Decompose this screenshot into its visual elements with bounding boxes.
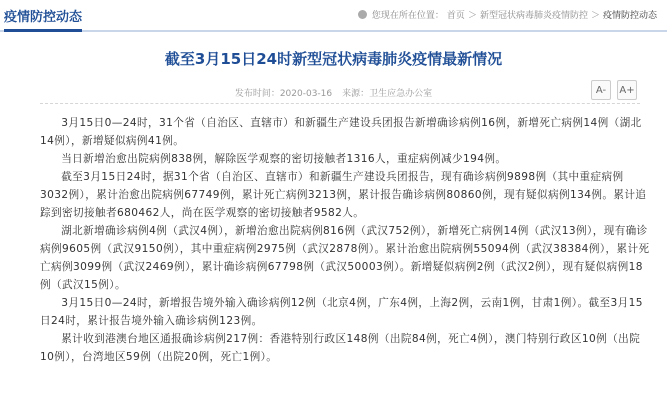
breadcrumb-separator: ＞ xyxy=(467,11,477,21)
divider xyxy=(40,103,640,104)
source-label: 来源： xyxy=(342,89,370,99)
paragraph: 累计收到港澳台地区通报确诊病例217例：香港特别行政区148例（出院84例，死亡4例），澳门特别行政区10例（出院10例），台湾地区59例（出院20例，死亡1例）。 xyxy=(40,333,641,363)
breadcrumb-separator: ＞ xyxy=(590,11,600,21)
publish-date-label: 发布时间： xyxy=(234,89,280,99)
breadcrumb-prefix: 您现在所在位置： xyxy=(371,11,444,21)
breadcrumb-home-link[interactable]: 首页 xyxy=(446,11,465,21)
font-increase-button[interactable]: A+ xyxy=(617,80,637,100)
article-title: 截至3月15日24时新型冠状病毒肺炎疫情最新情况 xyxy=(164,50,503,68)
paragraph: 3月15日0—24时，31个省（自治区、直辖市）和新疆生产建设兵团报告新增确诊病例16例，新增死亡病例14例（湖北14例），新增疑似病例41例。 xyxy=(40,117,642,147)
paragraph: 湖北新增确诊病例4例（武汉4例），新增治愈出院病例816例（武汉752例），新增死亡病例14例（武汉13例），现有确诊病例9605例（武汉9150例），其中重症病例2975例（武汉2878例）。累计治愈出院病例55094例（武汉38384例），累计死亡病例3099例（武汉2469例），累计确诊病例67798例（武汉50003例）。新增疑似病例2例（武汉2例），现有疑似病例18例（武汉15例）。 xyxy=(40,225,650,291)
paragraph: 当日新增治愈出院病例838例，解除医学观察的密切接触者1316人，重症病例减少194例。 xyxy=(61,153,507,165)
breadcrumb-current[interactable]: 疫情防控动态 xyxy=(602,11,657,21)
breadcrumb xyxy=(358,8,657,21)
publish-date: 2020-03-16 xyxy=(279,89,333,99)
font-decrease-button[interactable]: A- xyxy=(591,80,611,100)
paragraph: 3月15日0—24时，新增报告境外输入确诊病例12例（北京4例，广东4例，上海2例，云南1例，甘肃1例）。截至3月15日24时，累计报告境外输入确诊病例123例。 xyxy=(40,297,643,327)
section-title: 疫情防控动态 xyxy=(4,6,82,32)
article-meta xyxy=(0,86,667,99)
font-size-controls xyxy=(591,80,637,100)
article-body xyxy=(40,114,650,366)
top-bar xyxy=(0,0,667,32)
location-icon xyxy=(358,10,367,19)
breadcrumb-topic-link[interactable]: 新型冠状病毒肺炎疫情防控 xyxy=(479,11,588,21)
paragraph: 截至3月15日24时，据31个省（自治区、直辖市）和新疆生产建设兵团报告，现有确诊病例9898例（其中重症病例3032例），累计治愈出院病例67749例，累计死亡病例3213例，累计报告确诊病例80860例，现有疑似病例134例。累计追踪到密切接触者680462人，尚在医学观察的密切接触者9582人。 xyxy=(40,171,647,219)
source-value: 卫生应急办公室 xyxy=(369,89,433,99)
